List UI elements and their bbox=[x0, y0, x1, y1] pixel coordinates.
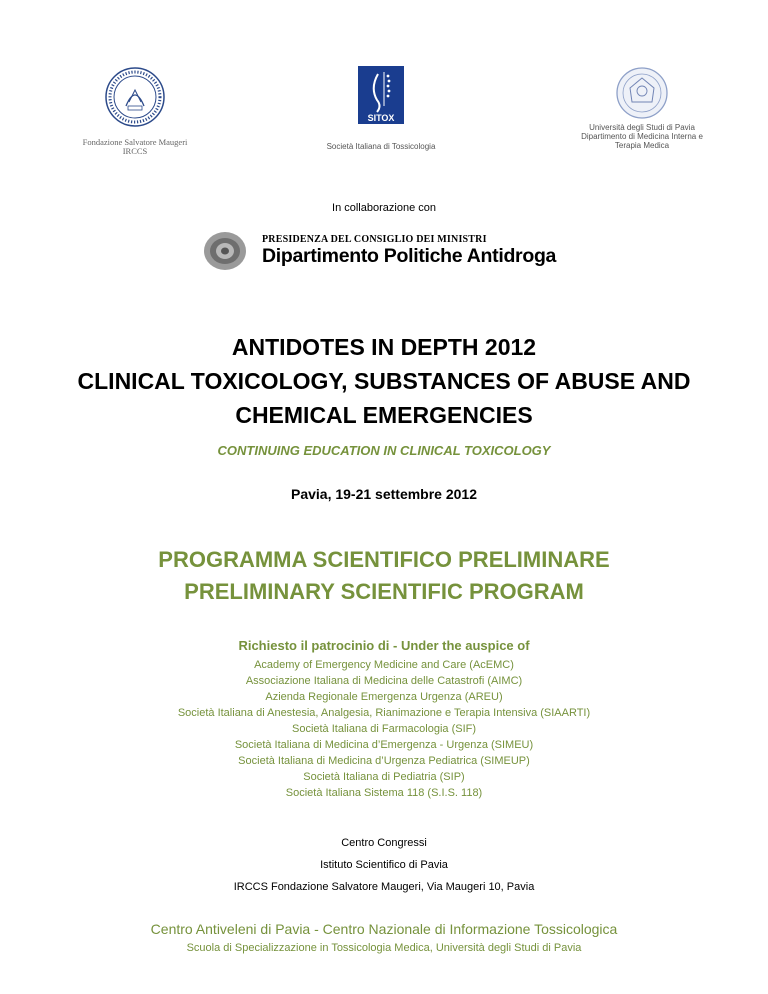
program-title bbox=[0, 544, 768, 608]
sitox-logo bbox=[318, 66, 444, 156]
program-line1: PROGRAMMA SCIENTIFICO PRELIMINARE bbox=[158, 547, 610, 572]
title-line2: CLINICAL TOXICOLOGY, SUBSTANCES OF ABUSE AND bbox=[77, 368, 691, 394]
fondazione-caption-line2: IRCCS bbox=[122, 146, 148, 156]
main-title bbox=[0, 330, 768, 432]
repubblica-emblem-icon bbox=[202, 230, 248, 272]
universita-caption-line3: Terapia Medica bbox=[614, 141, 670, 150]
footer-line2: Scuola di Specializzazione in Tossicologia Medica, Università degli Studi di Pavia bbox=[186, 942, 582, 954]
fondazione-maugeri-logo bbox=[74, 66, 196, 156]
universita-caption-line1: Università degli Studi di Pavia bbox=[589, 123, 695, 132]
sitox-caption: Società Italiana di Tossicologia bbox=[326, 142, 436, 151]
auspice-item: Società Italiana di Medicina d’Urgenza Pediatrica (SIMEUP) bbox=[238, 755, 530, 767]
presidenza-text: PRESIDENZA DEL CONSIGLIO DEI MINISTRI bbox=[262, 234, 487, 245]
subtitle: CONTINUING EDUCATION IN CLINICAL TOXICOLOGY bbox=[217, 443, 551, 458]
dipartimento-text: Dipartimento Politiche Antidroga bbox=[262, 245, 557, 267]
auspice-item: Società Italiana di Anestesia, Analgesia, Rianimazione e Terapia Intensiva (SIAARTI) bbox=[177, 707, 591, 719]
auspice-item: Academy of Emergency Medicine and Care (AcEMC) bbox=[254, 659, 514, 671]
universita-caption-line2: Dipartimento di Medicina Interna e bbox=[581, 132, 703, 141]
auspice-item: Azienda Regionale Emergenza Urgenza (AREU) bbox=[265, 691, 503, 703]
event-date: Pavia, 19-21 settembre 2012 bbox=[290, 486, 477, 502]
venue-line1: Centro Congressi bbox=[341, 837, 427, 849]
auspice-item: Società Italiana Sistema 118 (S.I.S. 118) bbox=[285, 787, 483, 799]
fondazione-caption-line1: Fondazione Salvatore Maugeri bbox=[82, 137, 188, 147]
auspice-item: Società Italiana di Pediatria (SIP) bbox=[303, 771, 465, 783]
auspice-item: Associazione Italiana di Medicina delle Catastrofi (AIMC) bbox=[245, 675, 523, 687]
program-line2: PRELIMINARY SCIENTIFIC PROGRAM bbox=[184, 579, 584, 604]
sitox-badge-text: SITOX bbox=[367, 113, 395, 123]
auspice-item: Società Italiana di Farmacologia (SIF) bbox=[291, 723, 477, 735]
venue bbox=[0, 832, 768, 898]
title-line3: CHEMICAL EMERGENCIES bbox=[235, 402, 533, 428]
venue-line3: IRCCS Fondazione Salvatore Maugeri, Via Maugeri 10, Pavia bbox=[233, 881, 535, 893]
auspices-title: Richiesto il patrocinio di - Under the auspice of bbox=[238, 638, 530, 653]
sitox-logo-icon bbox=[358, 66, 404, 124]
title-line1: ANTIDOTES IN DEPTH 2012 bbox=[231, 334, 537, 360]
fondazione-maugeri-seal-icon bbox=[104, 66, 166, 128]
dipartimento-politiche-antidroga-logo bbox=[202, 228, 568, 274]
venue-line2: Istituto Scientifico di Pavia bbox=[320, 859, 448, 871]
auspice-item: Società Italiana di Medicina d’Emergenza - Urgenza (SIMEU) bbox=[234, 739, 534, 751]
collaboration-text: In collaborazione con bbox=[332, 202, 436, 214]
auspices-list bbox=[0, 657, 768, 801]
universita-pavia-logo bbox=[568, 66, 716, 156]
footer-line1: Centro Antiveleni di Pavia - Centro Nazionale di Informazione Tossicologica bbox=[150, 921, 618, 937]
universita-pavia-seal-icon bbox=[614, 66, 670, 120]
